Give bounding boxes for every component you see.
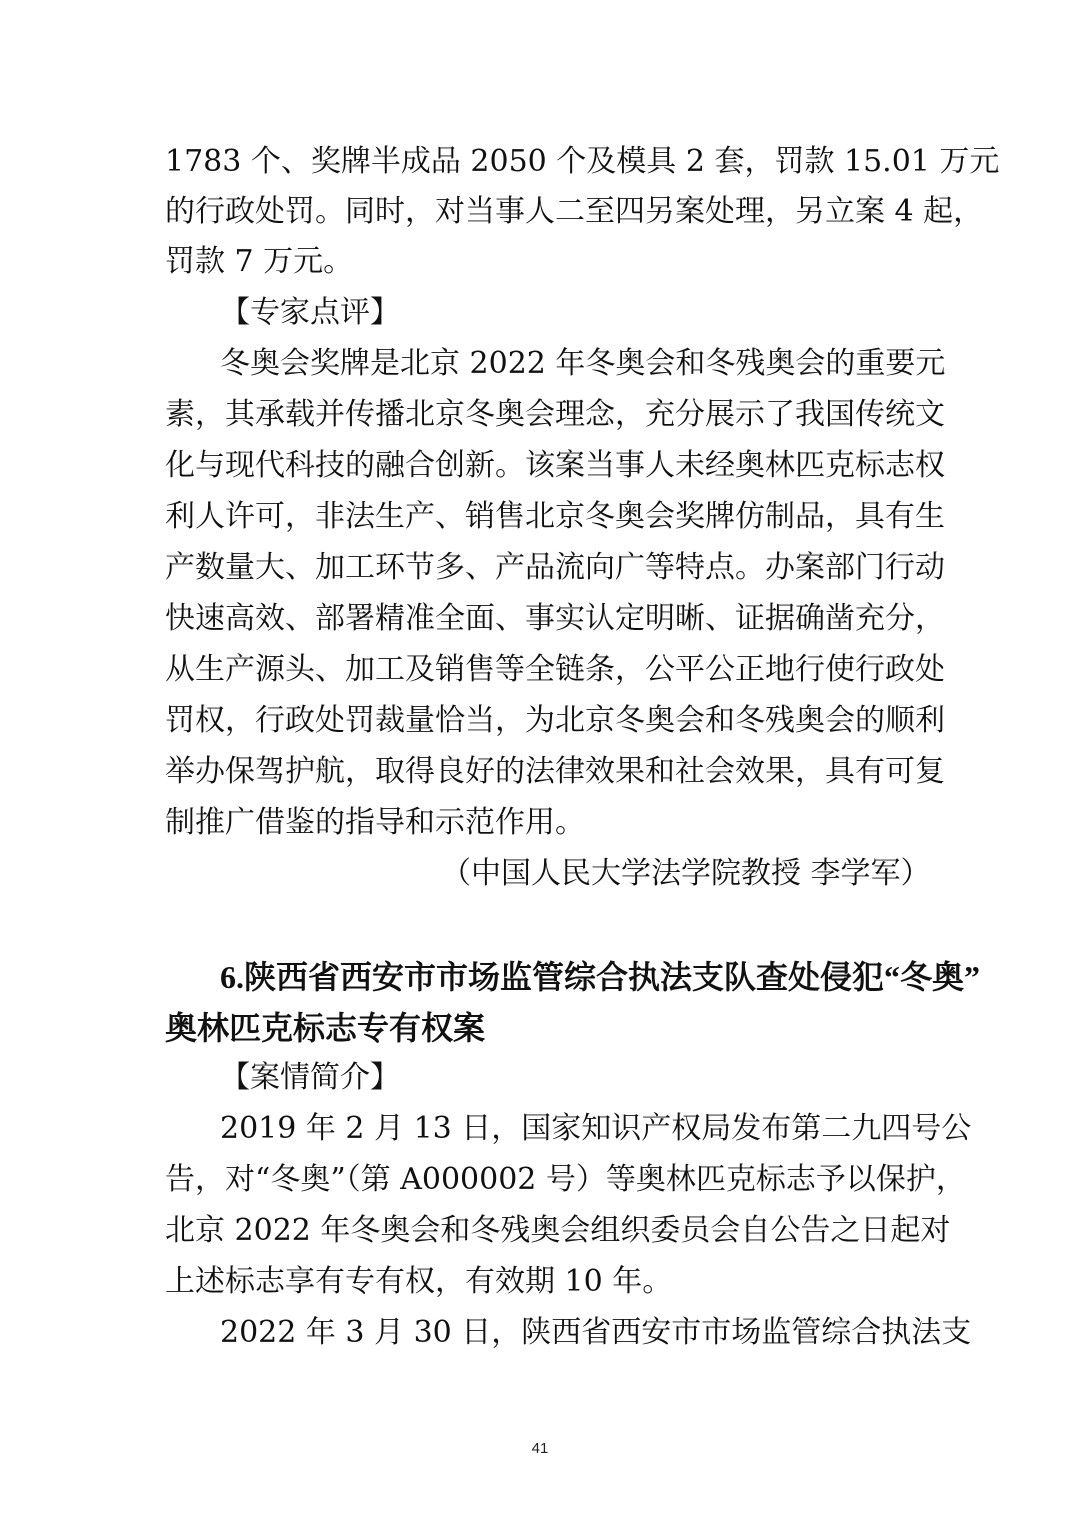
section-label-case-summary: 【案情简介】: [220, 1060, 400, 1095]
paragraph-line: 上述标志享有专有权，有效期 10 年。: [165, 1264, 673, 1299]
paragraph-line: 2022 年 3 月 30 日，陕西省西安市市场监管综合执法支: [220, 1315, 972, 1350]
paragraph-line: 利人许可，非法生产、销售北京冬奥会奖牌仿制品，具有生: [165, 499, 945, 534]
paragraph-line: 1783 个、奖牌半成品 2050 个及模具 2 套，罚款 15.01 万元: [165, 144, 1000, 179]
case-heading: 6.陕西省西安市市场监管综合执法支队查处侵犯“冬奥”: [220, 959, 981, 995]
paragraph-line: 罚权，行政处罚裁量恰当，为北京冬奥会和冬残奥会的顺利: [165, 703, 945, 738]
section-label-expert-review: 【专家点评】: [220, 295, 400, 330]
attribution: （中国人民大学法学院教授 李学军）: [441, 856, 931, 891]
case-heading: 奥林匹克标志专有权案: [165, 1010, 486, 1046]
paragraph-line: 产数量大、加工环节多、产品流向广等特点。办案部门行动: [165, 550, 945, 585]
paragraph-line: 举办保驾护航，取得良好的法律效果和社会效果，具有可复: [165, 754, 945, 789]
paragraph-line: 告，对“冬奥”（第 A000002 号）等奥林匹克标志予以保护，: [165, 1162, 966, 1197]
paragraph-line: 从生产源头、加工及销售等全链条，公平公正地行使行政处: [165, 652, 945, 687]
paragraph-line: 2019 年 2 月 13 日，国家知识产权局发布第二九四号公: [220, 1111, 972, 1146]
page-number: 41: [531, 1440, 549, 1457]
paragraph-line: 素，其承载并传播北京冬奥会理念，充分展示了我国传统文: [165, 397, 945, 432]
paragraph-line: 北京 2022 年冬奥会和冬残奥会组织委员会自公告之日起对: [165, 1213, 951, 1248]
paragraph-line: 冬奥会奖牌是北京 2022 年冬奥会和冬残奥会的重要元: [220, 346, 946, 381]
paragraph-line: 的行政处罚。同时，对当事人二至四另案处理，另立案 4 起，: [165, 194, 984, 229]
paragraph-line: 罚款 7 万元。: [165, 244, 354, 279]
paragraph-line: 制推广借鉴的指导和示范作用。: [165, 805, 585, 840]
paragraph-line: 快速高效、部署精准全面、事实认定明晰、证据确凿充分，: [165, 601, 945, 636]
paragraph-line: 化与现代科技的融合创新。该案当事人未经奥林匹克标志权: [165, 448, 945, 483]
